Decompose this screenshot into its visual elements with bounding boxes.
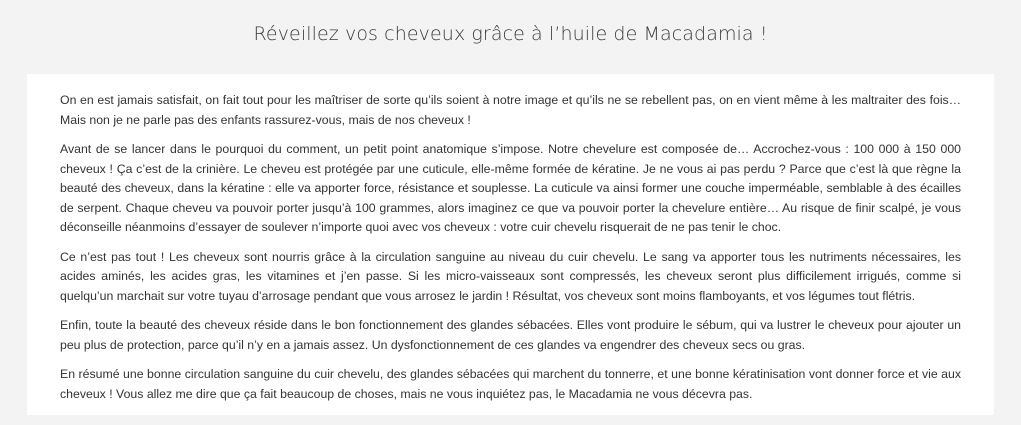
article-paragraph-sebaceous-glands: Enfin, toute la beauté des cheveux réside dans le bon fonctionnement des glandes sébacées. Elles vont produire le sébum, qui va lustrer le cheveux pour ajouter un peu plus de protection, parce qu’il n’y en a jamais assez. Un dysfonctionnement de ces glandes va engendrer des cheveux secs ou gras.	[60, 318, 961, 352]
article-paragraph-intro: On en est jamais satisfait, on fait tout pour les maîtriser de sorte qu’ils soient à notre image et qu’ils ne se rebellent pas, on en vient même à les maltraiter des fois… Mais non je ne parle pas des enfants rassurez-vous, mais de nos cheveux !	[60, 93, 961, 127]
article-paragraph-anatomy: Avant de se lancer dans le pourquoi du comment, un petit point anatomique s’impose. Notre chevelure est composée de… Accrochez-vous : 100 000 à 150 000 cheveux ! Ça c’est de la crinière. Le cheveu est protégée par une cuticule, elle-même formée de kératine. Je ne vous ai pas perdu ? Parce que c’est là que règne la beauté des cheveux, dans la kératine : elle va apporter force, résistance et souplesse. La cuticule va ainsi former une couche imperméable, semblable à des écailles de serpent. Chaque cheveu va pouvoir porter jusqu’à 100 grammes, alors imaginez ce que va pouvoir porter la chevelure entière… Au risque de finir scalpé, je vous déconseille néanmoins d’essayer de soulever n’importe quoi avec vos cheveux : votre cuir chevelu risquerait de ne pas tenir le choc.	[60, 142, 961, 234]
article-paragraph-circulation: Ce n’est pas tout ! Les cheveux sont nourris grâce à la circulation sanguine au niveau du cuir chevelu. Le sang va apporter tous les nutriments nécessaires, les acides aminés, les acides gras, les vitamines et j’en passe. Si les micro-vaisseaux sont compressés, les cheveux seront plus difficilement irrigués, comme si quelqu’un marchait sur votre tuyau d’arrosage pendant que vous arrosez le jardin ! Résultat, vos cheveux sont moins flamboyants, et vos légumes tout flétris.	[60, 249, 961, 303]
page-title: Réveillez vos cheveux grâce à l’huile de Macadamia !	[253, 23, 768, 45]
article-paragraph-summary: En résumé une bonne circulation sanguine du cuir chevelu, des glandes sébacées qui marchent du tonnerre, et une bonne kératinisation vont donner force et vie aux cheveux ! Vous allez me dire que ça fait beaucoup de choses, mais ne vous inquiétez pas, le Macadamia ne vous décevra pas.	[60, 367, 961, 401]
article-body	[27, 74, 994, 415]
